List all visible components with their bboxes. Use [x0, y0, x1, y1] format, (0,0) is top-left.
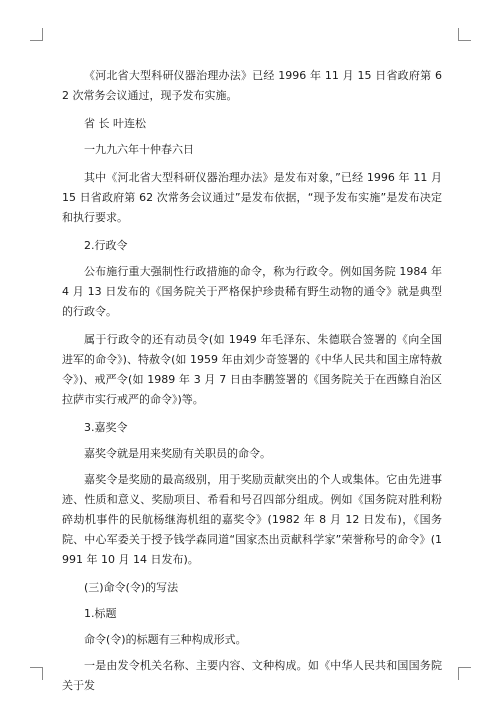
paragraph-date: 一九九六年十仲春六日 [84, 143, 194, 156]
paragraph-commendation-detail: 嘉奖令是奖励的最高级别，用于奖励贡献突出的个人或集体。它由先进事迹、性质和意义、奖励项目、希看和号召四部分组成。例如《国务院对胜利粉碎劫机事件的民航杨继海机组的嘉奖令》(1982 年 8 月 12 日发布)，《国务院、中心军委关于授予钱学森同道“国家杰出贡献科学家”荣誉称号的命令》(1991 年 10 月 14 日发布)。 [62, 473, 442, 566]
heading-title: 1.标题 [84, 607, 117, 620]
crop-mark-bottom-right [458, 667, 471, 680]
paragraph-title-forms: 命令(令)的标题有三种构成形式。 [84, 633, 247, 646]
crop-mark-bottom-left [30, 667, 43, 680]
paragraph-administrative-order: 公布施行重大强制性行政措施的命令，称为行政令。例如国务院 1984 年 4 月 13 日发布的《国务院关于严格保护珍贵稀有野生动物的通令》就是典型的行政令。 [62, 265, 442, 318]
paragraph-signature: 省 长 叶连松 [84, 117, 146, 130]
paragraph-first-form: 一是由发令机关名称、主要内容、文种构成。如《中华人民共和国国务院关于发 [62, 659, 442, 692]
heading-commendation-order: 3.嘉奖令 [84, 421, 128, 434]
document-body [62, 66, 442, 704]
crop-mark-top-right [458, 28, 471, 41]
crop-mark-top-left [30, 28, 43, 41]
paragraph-commendation-definition: 嘉奖令就是用来奖励有关职员的命令。 [84, 447, 271, 460]
paragraph-order-examples: 属于行政令的还有动员令(如 1949 年毛泽东、朱德联合签署的《向全国进军的命令》)、特赦令(如 1959 年由刘少奇签署的《中华人民共和国主席特赦令》)、戒严令(如 1989 年 3 月 7 日由李鹏签署的《国务院关于在西鲦自治区拉萨市实行戒严的命令》)等。 [62, 333, 442, 406]
heading-writing-method: (三)命令(令)的写法 [84, 581, 179, 594]
paragraph-explanation: 其中《河北省大型科研仪器治理办法》是发布对象，”已经 1996 年 11 月 15 日省政府第 62 次常务会议通过”是发布依据，“现予发布实施”是发布决定和执行要求。 [62, 171, 442, 224]
paragraph-announcement: 《河北省大型科研仪器治理办法》已经 1996 年 11 月 15 日省政府第 62 次常务会议通过，现予发布实施。 [62, 69, 442, 102]
heading-administrative-order: 2.行政令 [84, 239, 128, 252]
